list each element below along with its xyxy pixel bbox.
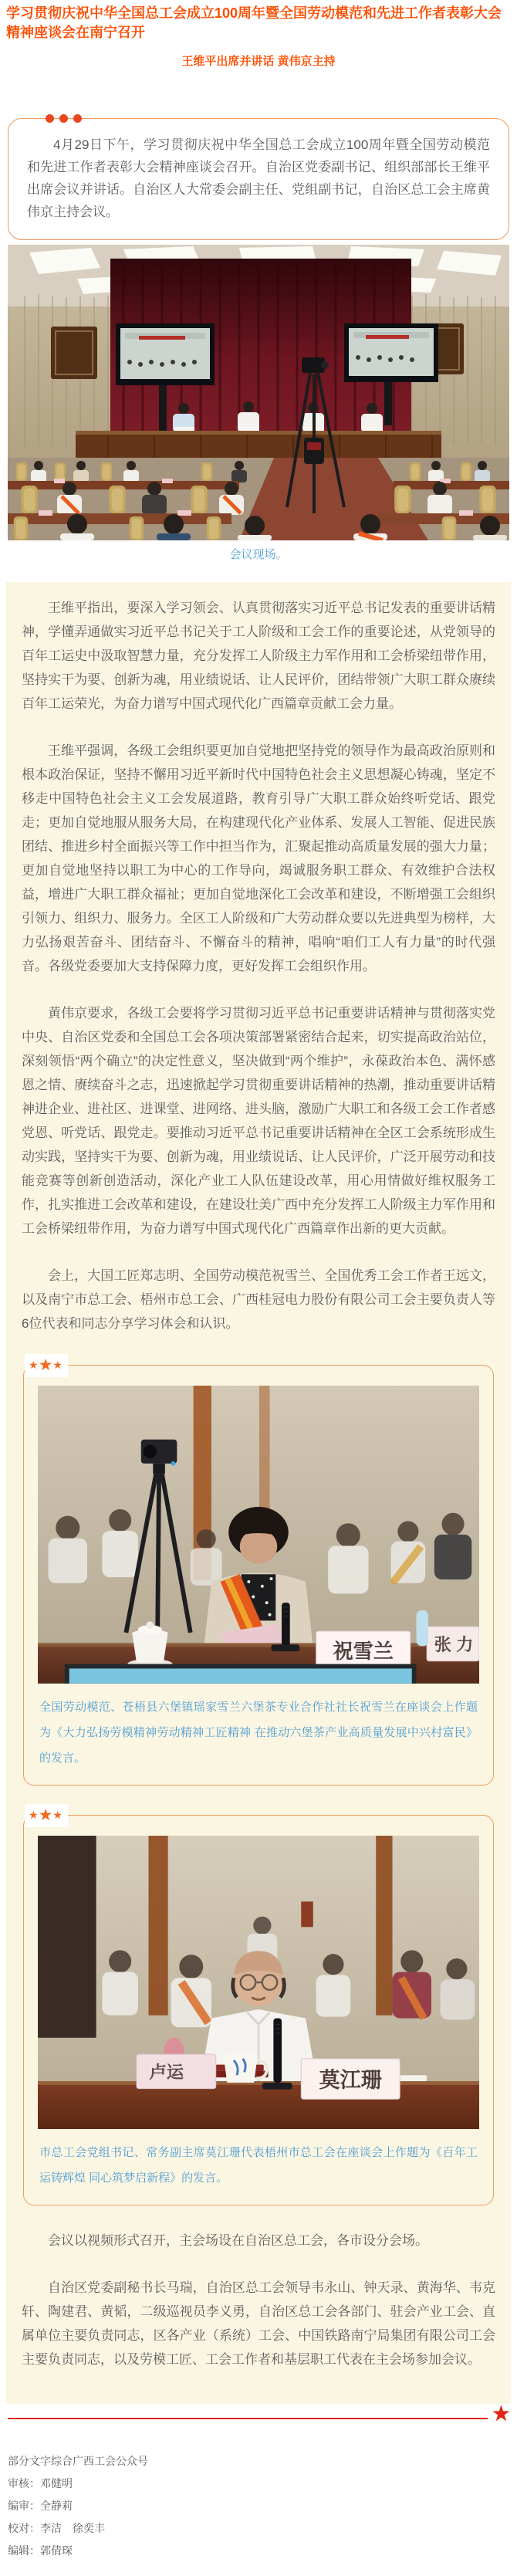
desk-front bbox=[38, 2081, 479, 2129]
photo-meeting-hall bbox=[8, 245, 509, 540]
footer-proofread: 校对：李洁 徐奕丰 bbox=[8, 2521, 105, 2534]
photo-card-mojiangshan bbox=[23, 1806, 494, 2205]
three-dots-decoration-icon bbox=[46, 114, 82, 123]
photo-speaker-mojiangshan bbox=[38, 1836, 479, 2129]
article-subtitle: 王维平出席并讲话 黄伟京主持 bbox=[181, 55, 336, 68]
paragraph-huang-required: 黄伟京要求，各级工会要将学习贯彻习近平总书记重要讲话精神与贯彻落实党中央、自治区党委和全国总工会各项决策部署紧密结合起来，切实提高政治站位，深刻领悟“两个确立”的决定性意义，坚决做到“两个维护”，永葆政治本色、满怀感恩之情、赓续奋斗之志，迅速掀起学习贯彻重要讲话精神的热潮，推动重要讲话精神进企业、进社区、进课堂、进网络、进头脑，激励广大职工和各级工会工作者感党恩、听党话、跟党走。要推动习近平总书记重要讲话精神在全区工会系统形成生动实践，坚持实干为要、创新为魂，用业绩说话、让人民评价，广泛开展劳动和技能竞赛等创新创造活动，深化产业工人队伍建设改革，用心用情做好维权服务工作，扎实推进工会改革和建设，在建设壮美广西中充分发挥工人阶级主力军作用和工会桥梁纽带作用，为奋力谱写中国式现代化广西篇章作出新的更大贡献。 bbox=[22, 1006, 495, 1236]
rostrum-table bbox=[76, 427, 441, 458]
photo-meeting-hall-wrap bbox=[8, 245, 509, 564]
intro-paragraph: 4月29日下午，学习贯彻庆祝中华全国总工会成立100周年暨全国劳动模范和先进工作者表彰大会精神座谈会召开。自治区党委副书记、组织部部长王维平出席会议并讲话。自治区人大常委会副主任、党组副书记，自治区总工会主席黄伟京主持会议。 bbox=[27, 137, 490, 219]
article-footer bbox=[0, 2419, 517, 2576]
footer-source: 部分文字综合广西工会公众号 bbox=[8, 2454, 148, 2467]
article-title: 学习贯彻庆祝中华全国总工会成立100周年暨全国劳动模范和先进工作者表彰大会精神座谈会在南宁召开 bbox=[6, 5, 502, 40]
paragraph-meeting-speakers: 会上，大国工匠郑志明、全国劳动模范祝雪兰、全国优秀工会工作者王远文，以及南宁市总工会、梧州市总工会、广西桂冠电力股份有限公司工会主要负责人等6位代表和同志分享学习体会和认识。 bbox=[22, 1268, 495, 1331]
paragraph-attendees: 自治区党委副秘书长马瑞，自治区总工会领导韦永山、钟天录、黄海华、韦克轩、陶建君、黄韬，二级巡视员李义勇，自治区总工会各部门、驻会产业工会、直属单位主要负责同志，区各产业（系统）工会、中国铁路南宁局集团有限公司工会主要负责同志，以及劳模工匠、工会工作者和基层职工代表在主会场参加会议。 bbox=[22, 2280, 495, 2367]
article-header bbox=[0, 0, 517, 69]
photo3-caption: 市总工会党组书记、常务副主席莫江珊代表梧州市总工会在座谈会上作题为《百年工运铸辉煌 同心筑梦启新程》的发言。 bbox=[39, 2145, 478, 2185]
footer-review: 审核：邓健明 bbox=[8, 2476, 73, 2490]
svg-text:卢运: 卢运 bbox=[149, 2062, 184, 2082]
name-plate-main bbox=[301, 2059, 400, 2099]
photo-card-zhuxuelan bbox=[23, 1356, 494, 1786]
photo2-caption: 全国劳动模范、苍梧县六堡镇瑶家雪兰六堡茶专业合作社社长祝雪兰在座谈会上作题为《大力弘扬劳模精神劳动精神工匠精神 在推动六堡茶产业高质量发展中兴村富民》的发言。 bbox=[39, 1700, 478, 1765]
paragraph-wang-emphasized: 王维平强调，各级工会组织要更加自觉地把坚持党的领导作为最高政治原则和根本政治保证，坚持不懈用习近平新时代中国特色社会主义思想凝心铸魂，坚定不移走中国特色社会主义工会发展道路，教育引导广大职工群众始终听党话、跟党走；更加自觉地服从服务大局，在构建现代化产业体系、发展人工智能、促进民族团结、推进乡村全面振兴等工作中担当作为，汇聚起推动高质量发展的强大力量；更加自觉地坚持以职工为中心的工作导向，竭诚服务职工群众、有效维护合法权益，增进广大职工群众福祉；更加自觉地深化工会改革和建设，不断增强工会组织引领力、组织力、服务力。全区工人阶级和广大劳动群众要以先进典型为榜样，大力弘扬艰苦奋斗、团结奋斗、不懈奋斗的精神，唱响“咱们工人有力量”的时代强音。各级党委要加大支持保障力度，更好发挥工会组织作用。 bbox=[22, 743, 495, 973]
footer-edit-review: 编审：全静莉 bbox=[8, 2499, 73, 2512]
water-bottle bbox=[417, 1610, 429, 1647]
footer-editor: 编辑：郭倩琛 bbox=[8, 2544, 73, 2557]
intro-summary-box bbox=[8, 118, 509, 240]
red-divider bbox=[8, 2401, 511, 2425]
photo1-caption: 会议现场。 bbox=[229, 548, 288, 561]
three-stars-decoration-icon: ★★★ bbox=[25, 1354, 68, 1377]
photo-speaker-zhuxuelan bbox=[38, 1386, 479, 1684]
red-star-icon: ★ bbox=[491, 2401, 511, 2425]
svg-text:祝雪兰: 祝雪兰 bbox=[333, 1639, 394, 1663]
three-stars-decoration-icon: ★★★ bbox=[25, 1804, 68, 1827]
article-body-section bbox=[6, 582, 511, 2404]
name-plate-side bbox=[137, 2054, 216, 2089]
svg-text:莫江珊: 莫江珊 bbox=[319, 2067, 382, 2092]
conference-screen-strip bbox=[65, 1664, 417, 1684]
paragraph-wang-pointed-out: 王维平指出，要深入学习领会、认真贯彻落实习近平总书记发表的重要讲话精神，学懂弄通做实习近平总书记关于工人阶级和工会工作的重要论述，从党领导的百年工运史中汲取智慧力量，充分发挥工人阶级主力军作用和工会桥梁纽带作用，坚持实干为要、创新为魂，用业绩说话、让人民评价，团结带领广大职工群众赓续百年工运荣光，为奋力谱写中国式现代化广西篇章贡献工会力量。 bbox=[22, 601, 495, 711]
svg-text:张 力: 张 力 bbox=[434, 1635, 474, 1655]
name-plate-side bbox=[427, 1627, 479, 1661]
paragraph-video-format: 会议以视频形式召开，主会场设在自治区总工会，各市设分会场。 bbox=[48, 2232, 428, 2248]
